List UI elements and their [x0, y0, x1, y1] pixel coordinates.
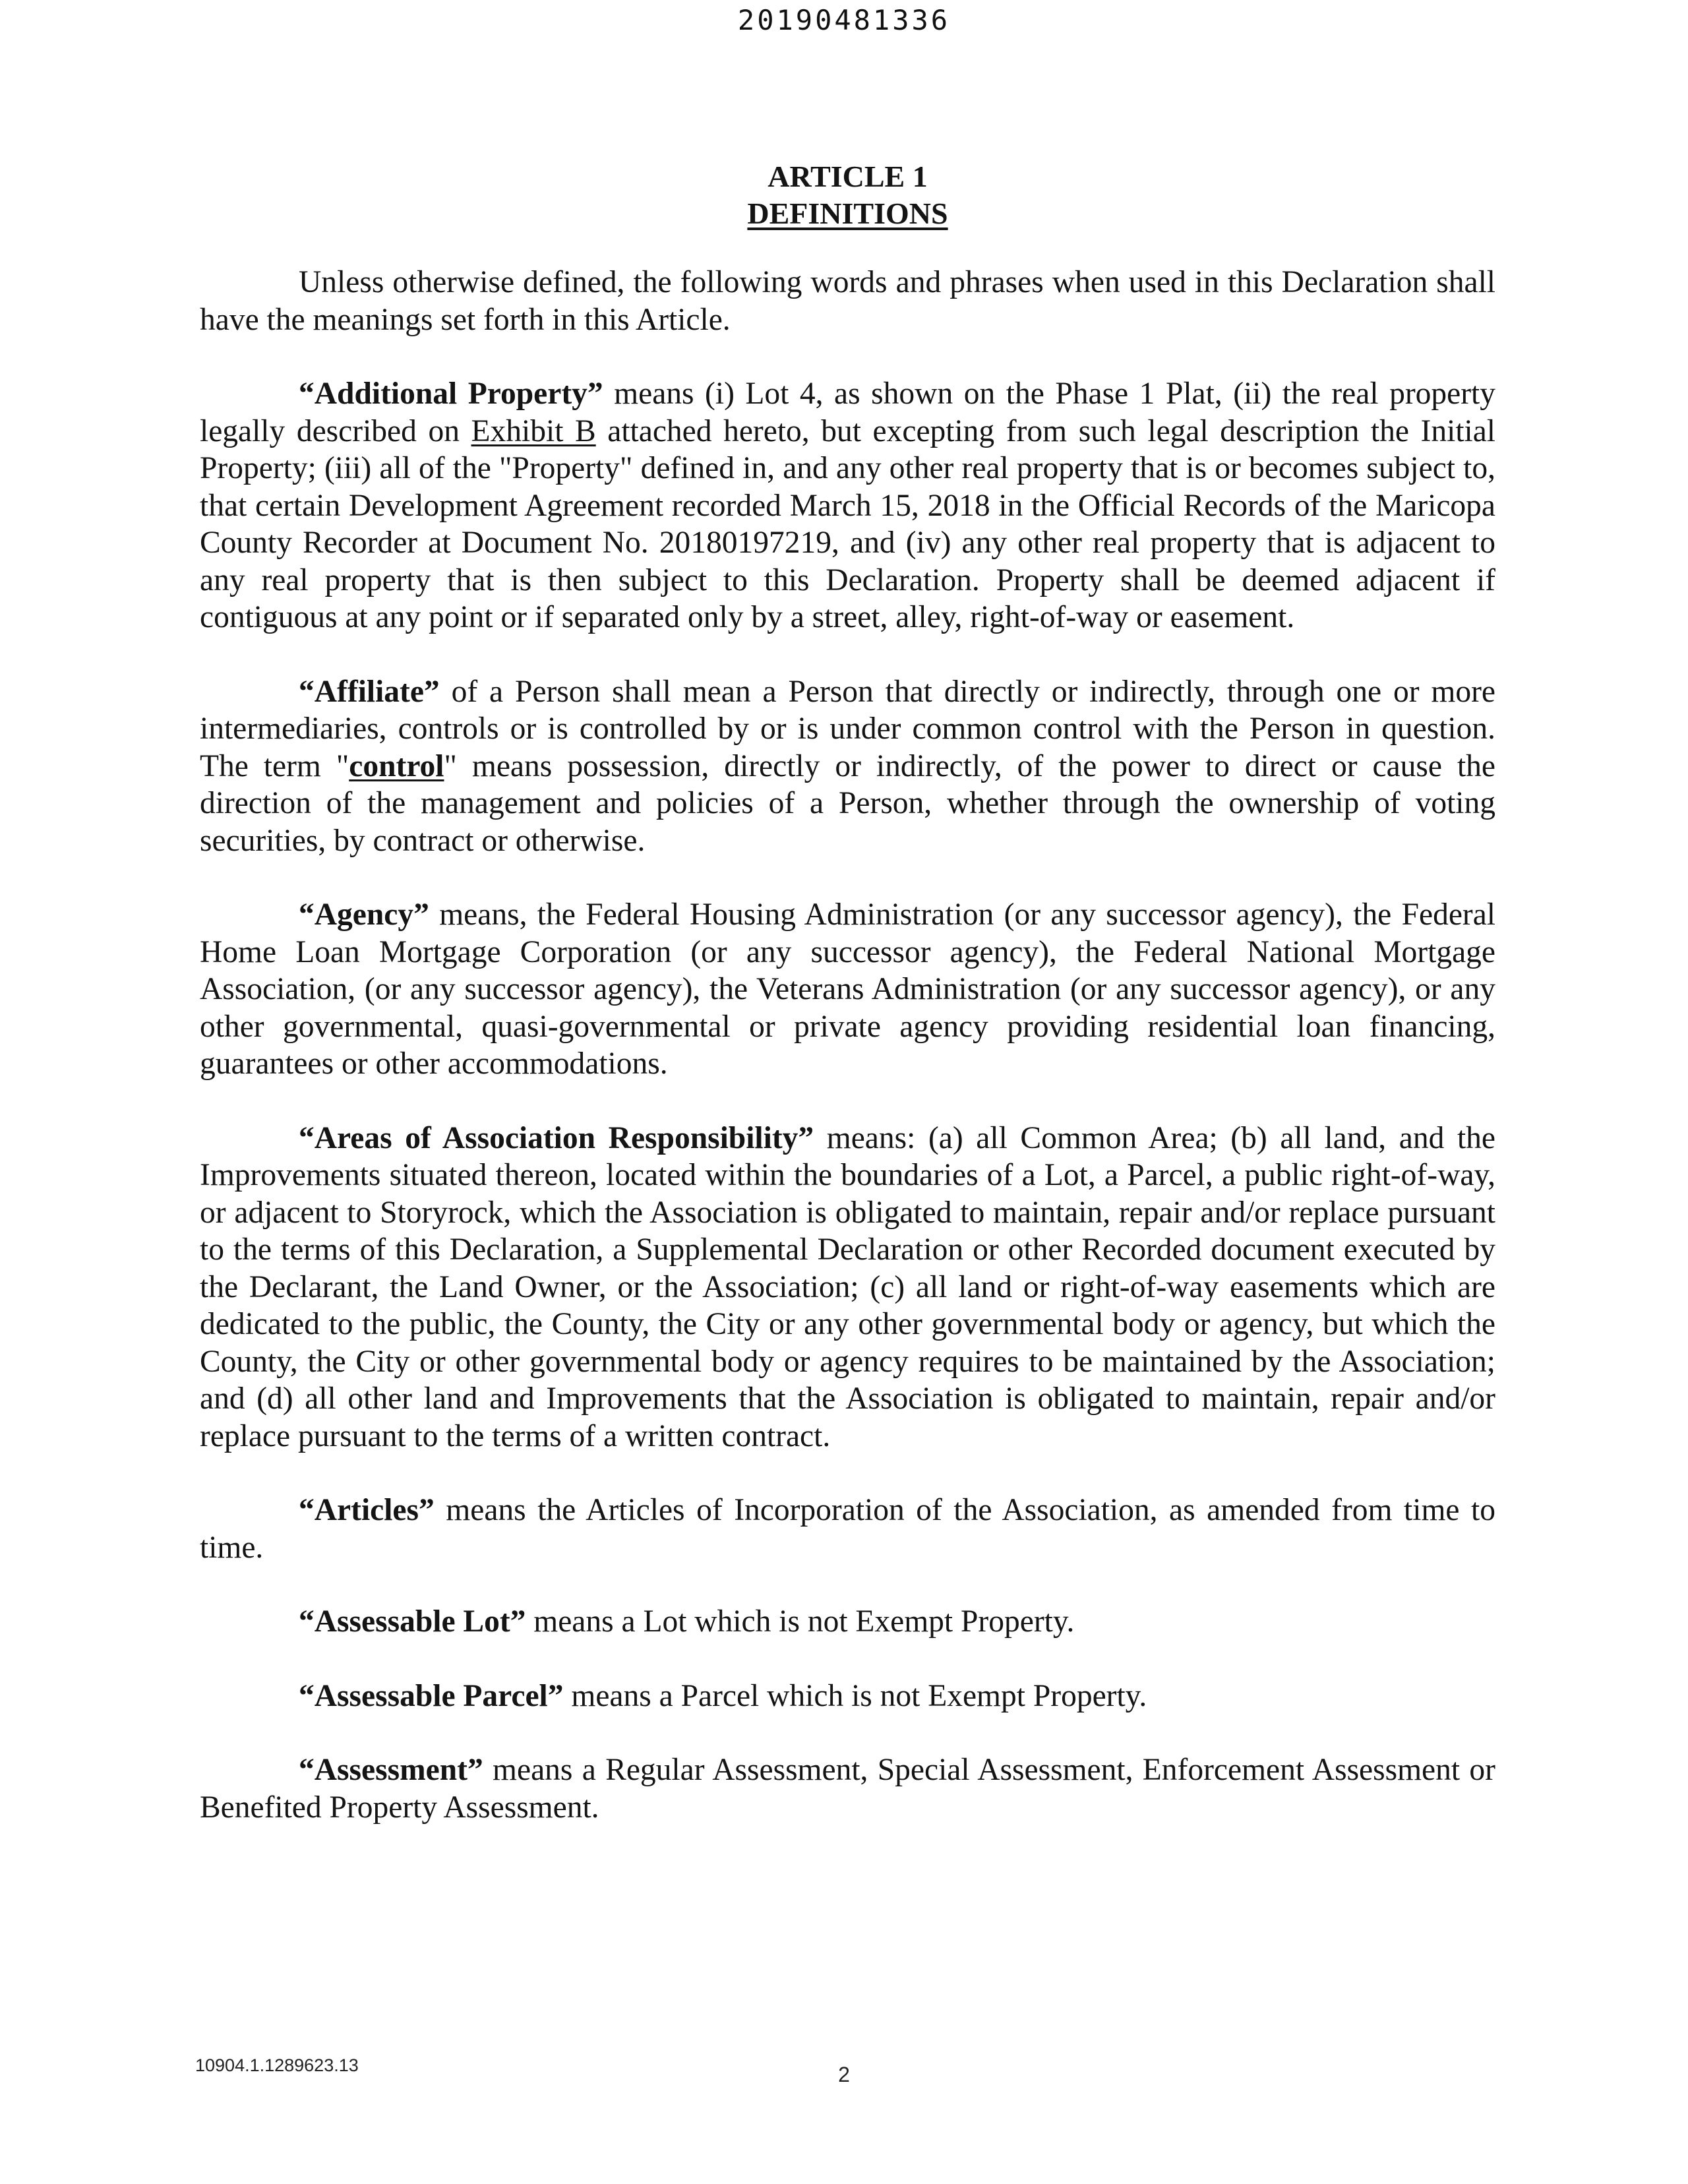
definition-text: " means possession, directly or indirectly, of the power to direct or cause the direction of the management and policies of a Person, whether through the ownership of voting securities, by contract or otherwise.	[200, 748, 1495, 858]
definition-assessment	[200, 1751, 1495, 1826]
definition-areas-of-association-responsibility	[200, 1120, 1495, 1455]
exhibit-reference: Exhibit B	[471, 413, 596, 448]
footer-document-id: 10904.1.1289623.13	[195, 2055, 359, 2075]
definition-term: “Affiliate”	[299, 674, 440, 709]
article-heading	[200, 158, 1495, 232]
definition-text: means a Lot which is not Exempt Property.	[526, 1604, 1075, 1639]
article-title: ARTICLE 1	[768, 160, 928, 193]
definition-text: means a Parcel which is not Exempt Property.	[563, 1678, 1147, 1713]
definition-additional-property	[200, 375, 1495, 636]
definition-text: means: (a) all Common Area; (b) all land, and the Improvements situated thereon, located within the boundaries of a Lot, a Parcel, a public right-of-way, or adjacent to Storyrock, which the Association is obligated to maintain, repair and/or replace pursuant to the terms of this Declaration, a Supplemental Declaration or other Recorded document executed by the Declarant, the Land Owner, or the Association; (c) all land or right-of-way easements which are dedicated to the public, the County, the City or any other governmental body or agency, but which the County, the City or other governmental body or agency requires to be maintained by the Association; and (d) all other land and Improvements that the Association is obligated to maintain, repair and/or replace pursuant to the terms of a written contract.	[200, 1120, 1495, 1453]
definition-articles	[200, 1492, 1495, 1566]
definition-text: means the Articles of Incorporation of the Association, as amended from time to time.	[200, 1493, 1495, 1565]
definition-agency	[200, 896, 1495, 1083]
definition-text: means a Regular Assessment, Special Assessment, Enforcement Assessment or Benefited Property Assessment.	[200, 1753, 1495, 1825]
definition-term: “Agency”	[299, 897, 429, 932]
definition-term: “Articles”	[299, 1493, 435, 1527]
definition-text: means, the Federal Housing Administration (or any successor agency), the Federal Home Loan Mortgage Corporation (or any successor agency), the Federal National Mortgage Association, (or any successor agency), the Veterans Administration (or any successor agency), or any other governmental, quasi-governmental or private agency providing residential loan financing, guarantees or other accommodations.	[200, 897, 1495, 1081]
definition-assessable-parcel	[200, 1678, 1495, 1715]
definition-assessable-lot	[200, 1603, 1495, 1641]
definition-term: “Assessable Lot”	[299, 1604, 526, 1639]
recording-number: 20190481336	[737, 4, 951, 36]
definition-text: means (i) Lot 4, as shown on the Phase 1 Plat, (ii) the real property legally described on	[200, 377, 1495, 448]
document-body	[200, 158, 1495, 1826]
page-number: 2	[838, 2063, 850, 2086]
definition-term: “Areas of Association Responsibility”	[299, 1120, 814, 1155]
definition-affiliate	[200, 673, 1495, 860]
definition-text: attached hereto, but excepting from such legal description the Initial Property; (iii) all of the "Property" defined in, and any other real property that is or becomes subject to, that certain Development Agreement recorded March 15, 2018 in the Official Records of the Maricopa County Recorder at Document No. 20180197219, and (iv) any other real property that is adjacent to any real property that is then subject to this Declaration. Property shall be deemed adjacent if contiguous at any point or if separated only by a street, alley, right-of-way or easement.	[200, 413, 1495, 634]
definition-term: “Assessable Parcel”	[299, 1678, 564, 1713]
definition-term: “Additional Property”	[299, 377, 603, 411]
intro-paragraph: Unless otherwise defined, the following words and phrases when used in this Declaration shall have the meanings set forth in this Article.	[200, 265, 1495, 337]
definition-text: of a Person shall mean a Person that directly or indirectly, through one or more intermediaries, controls or is controlled by or is under common control with the Person in question. The term "	[200, 674, 1495, 783]
control-term: control	[349, 748, 444, 783]
article-subtitle: DEFINITIONS	[747, 197, 948, 230]
definition-term: “Assessment”	[299, 1753, 483, 1787]
